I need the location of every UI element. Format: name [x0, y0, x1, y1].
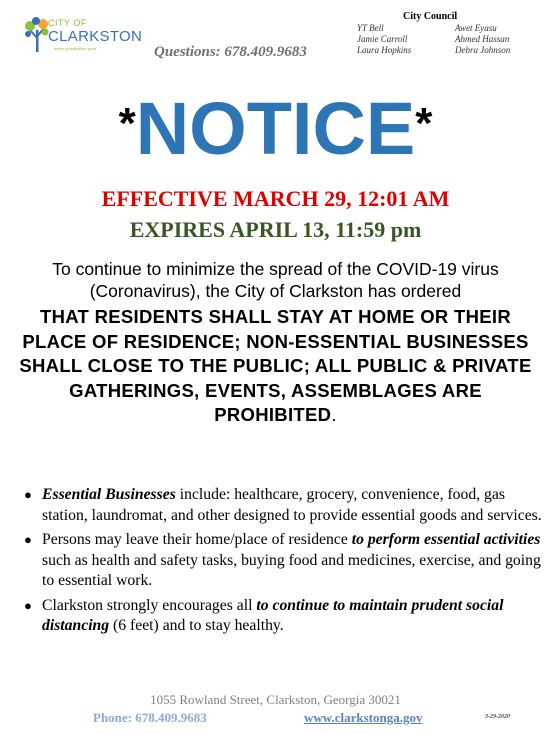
- bullet-bold: to perform essential activities: [351, 531, 541, 548]
- tree-icon: [24, 16, 50, 54]
- bullet-text: such as health and safety tasks, buying food and medicines, exercise, and going to essential work.: [42, 551, 541, 589]
- list-item: [22, 596, 547, 637]
- bullet-bold: Essential Businesses: [42, 486, 176, 503]
- bullet-text: include: healthcare, grocery, convenience, food, gas station, laundromat, and other designed to provide essential goods and services.: [42, 486, 542, 524]
- bullet-icon: ●: [24, 532, 32, 547]
- effective-date: EFFECTIVE MARCH 29, 12:01 AM: [101, 186, 450, 211]
- notice-word: NOTICE: [135, 87, 416, 170]
- bullet-text: Clarkston strongly encourages all: [42, 596, 257, 614]
- intro-text: To continue to minimize the spread of the COVID-19 virus (Coronavirus), the City of Clarkston has ordered: [52, 259, 499, 301]
- bullet-bold: to continue to maintain prudent social distancing: [42, 596, 504, 634]
- expires-date: EXPIRES APRIL 13, 11:59 pm: [129, 217, 422, 242]
- order-period: .: [331, 404, 337, 425]
- bullet-text: (6 feet) and to stay healthy.: [109, 617, 284, 634]
- council-member: Awet Eyasu: [455, 23, 497, 33]
- document-date: 3-29-2020: [485, 714, 510, 720]
- city-logo: [24, 14, 143, 64]
- asterisk-left: *: [118, 99, 136, 148]
- council-member: YT Bell: [357, 23, 384, 33]
- bullet-icon: ●: [24, 487, 32, 502]
- council-title: City Council: [403, 11, 458, 22]
- order-text: [10, 305, 541, 428]
- questions-phone: Questions: 678.409.9683: [154, 44, 307, 60]
- order-statement: THAT RESIDENTS SHALL STAY AT HOME OR THEIR PLACE OF RESIDENCE; NON-ESSENTIAL BUSINESSES SHALL CLOSE TO THE PUBLIC; ALL PUBLIC & PRIVATE GATHERINGS, EVENTS, ASSEMBLAGES ARE PROHIBITED: [19, 306, 532, 425]
- logo-city-of: CITY OF: [48, 18, 87, 28]
- asterisk-right: *: [415, 99, 433, 148]
- notice-heading: [0, 87, 551, 170]
- list-item: [22, 530, 547, 592]
- council-member: Ahmed Hassan: [455, 34, 510, 44]
- website-link[interactable]: www.clarkstonga.gov: [304, 710, 423, 725]
- footer-address: 1055 Rowland Street, Clarkston, Georgia 30021: [150, 692, 401, 707]
- bullet-list: [22, 485, 547, 641]
- bullet-icon: ●: [24, 597, 32, 613]
- intro-paragraph: [10, 258, 541, 428]
- council-member: Jamie Carroll: [357, 34, 408, 44]
- logo-name: CLARKSTON: [48, 28, 143, 45]
- list-item: [22, 485, 547, 526]
- council-member: Laura Hopkins: [357, 45, 412, 55]
- council-member: Debra Johnson: [455, 45, 511, 55]
- council-members: [357, 23, 537, 55]
- logo-tagline: where possibilities grow: [54, 46, 97, 51]
- footer-phone: Phone: 678.409.9683: [93, 710, 207, 725]
- bullet-text: Persons may leave their home/place of residence: [42, 531, 352, 548]
